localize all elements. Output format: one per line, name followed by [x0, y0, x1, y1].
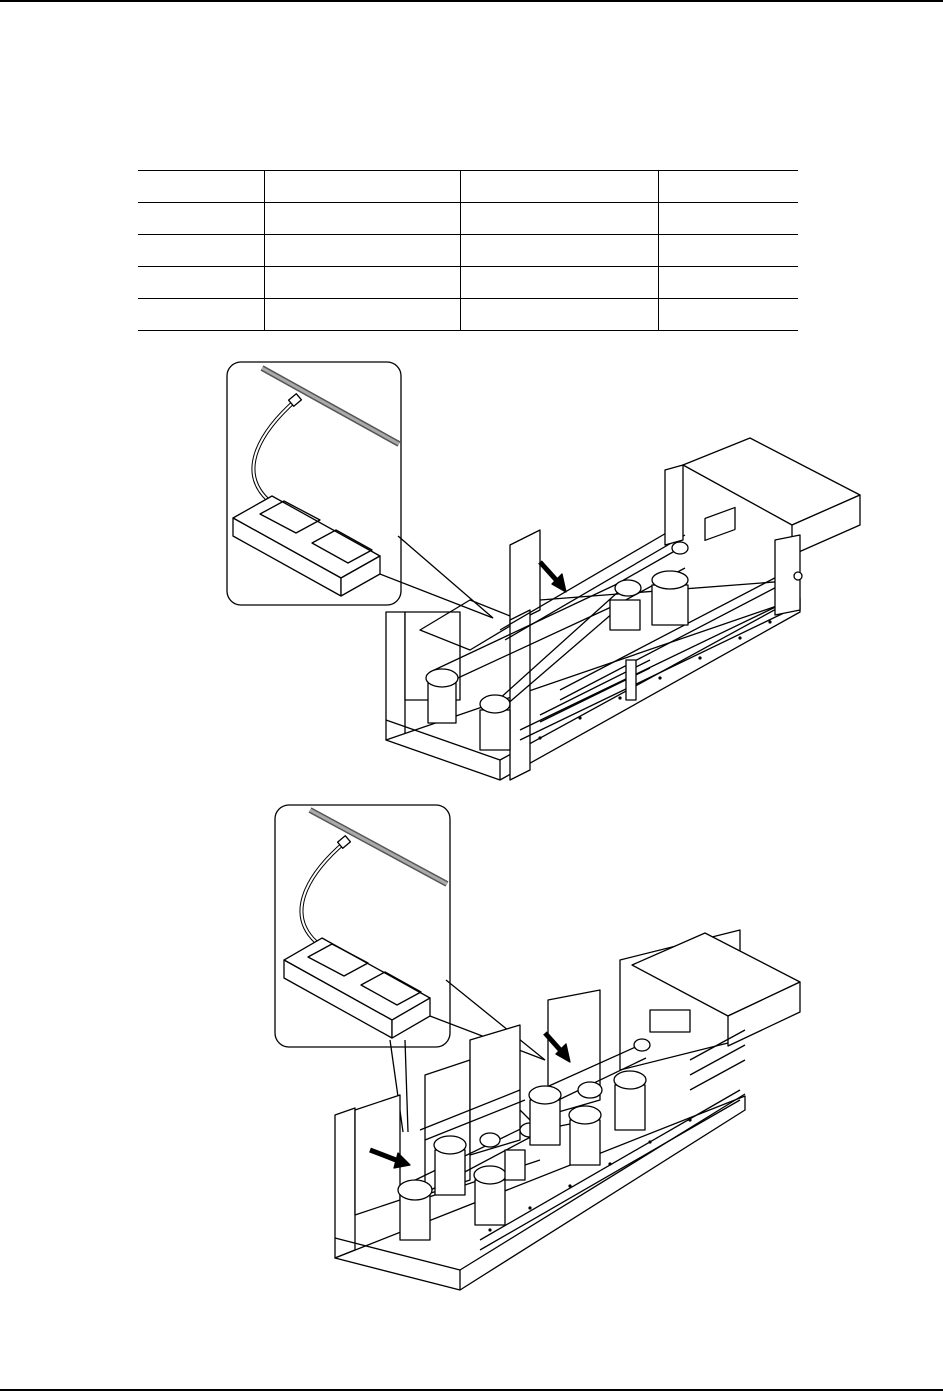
table-cell	[138, 235, 264, 267]
table-cell	[138, 267, 264, 299]
table-cell	[658, 299, 798, 331]
table-cell	[264, 203, 460, 235]
table-cell	[264, 235, 460, 267]
table-cell	[460, 267, 658, 299]
table-cell	[460, 299, 658, 331]
table-cell	[460, 203, 658, 235]
table-row	[138, 235, 798, 267]
spec-table	[138, 170, 798, 331]
table-cell	[138, 203, 264, 235]
table-cell	[658, 235, 798, 267]
table-row	[138, 171, 798, 203]
table-cell	[658, 171, 798, 203]
figure-1-illustration	[0, 355, 943, 795]
table-cell	[460, 171, 658, 203]
table-cell	[138, 299, 264, 331]
figure-2-illustration	[0, 800, 943, 1300]
table-cell	[658, 203, 798, 235]
table-row	[138, 267, 798, 299]
table-cell	[264, 267, 460, 299]
header-rule	[0, 0, 943, 2]
arrow-icon	[540, 562, 566, 592]
table-cell	[460, 235, 658, 267]
detail-callout	[275, 805, 450, 1047]
table-cell	[658, 267, 798, 299]
table-row	[138, 203, 798, 235]
table-cell	[264, 171, 460, 203]
detail-callout	[227, 362, 401, 605]
table-cell	[138, 171, 264, 203]
table-cell	[264, 299, 460, 331]
table-row	[138, 299, 798, 331]
